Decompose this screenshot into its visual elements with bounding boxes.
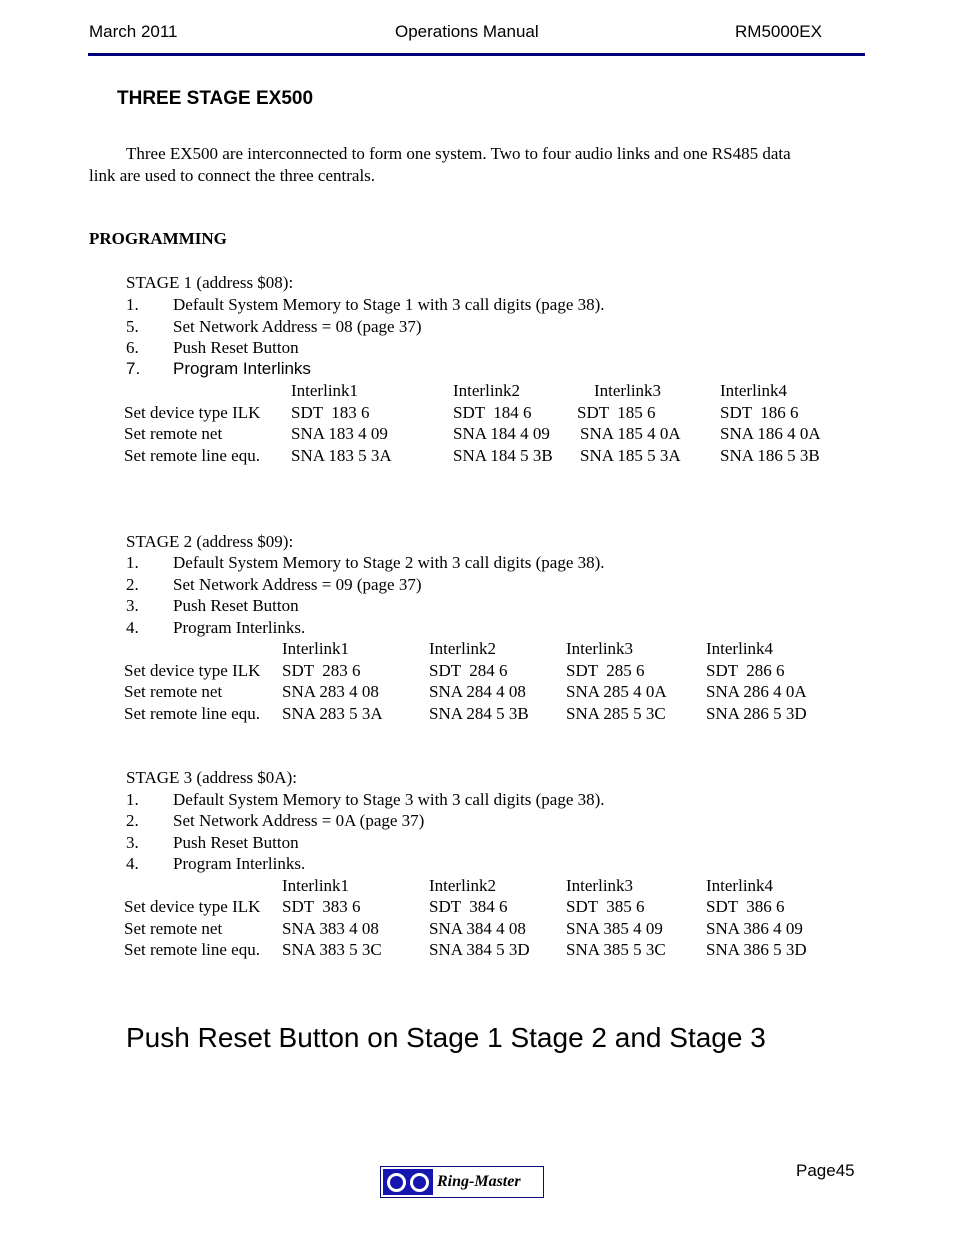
stage1-step-num: 5. xyxy=(126,317,139,336)
stage2-cell: SNA 283 4 08 xyxy=(282,682,379,701)
stage2-cell: SDT 285 6 xyxy=(566,661,645,680)
stage3-col-header: Interlink1 xyxy=(282,876,350,895)
stage2-step-num: 4. xyxy=(126,618,139,637)
stage1-col-header: Interlink1 xyxy=(291,381,359,400)
stage3-row-label: Set device type ILK xyxy=(124,897,261,916)
stage3-step-num: 1. xyxy=(126,790,139,809)
stage2-col-header: Interlink4 xyxy=(706,639,774,658)
stage2-title: STAGE 2 (address $09): xyxy=(126,532,294,551)
stage3-step-text: Default System Memory to Stage 3 with 3 call digits (page 38). xyxy=(173,790,605,809)
stage1-step-text: Program Interlinks xyxy=(173,359,311,378)
section-title: THREE STAGE EX500 xyxy=(117,88,314,109)
stage2-cell: SNA 285 4 0A xyxy=(566,682,667,701)
stage3-step-num: 2. xyxy=(126,811,139,830)
intro-line-1: Three EX500 are interconnected to form one system. Two to four audio links and one RS485 data xyxy=(126,144,791,163)
stage1-cell: SDT 183 6 xyxy=(291,403,370,422)
stage1-col-header: Interlink2 xyxy=(453,381,521,400)
stage3-cell: SNA 384 4 08 xyxy=(429,919,526,938)
logo-rings-icon xyxy=(383,1169,433,1195)
stage1-step-text: Set Network Address = 08 (page 37) xyxy=(173,317,422,336)
stage3-step-text: Set Network Address = 0A (page 37) xyxy=(173,811,425,830)
logo-text: Ring-Master xyxy=(437,1173,521,1190)
stage3-cell: SNA 383 5 3C xyxy=(282,940,382,959)
stage2-step-text: Default System Memory to Stage 2 with 3 call digits (page 38). xyxy=(173,553,605,572)
stage3-step-text: Push Reset Button xyxy=(173,833,299,852)
stage2-step-text: Push Reset Button xyxy=(173,596,299,615)
ring-master-logo xyxy=(380,1166,544,1198)
stage1-row-label: Set device type ILK xyxy=(124,403,261,422)
stage1-cell: SNA 185 4 0A xyxy=(580,424,681,443)
intro-line-2: link are used to connect the three centrals. xyxy=(89,165,376,185)
intro-paragraph xyxy=(89,143,865,186)
page-number: Page45 xyxy=(796,1161,855,1180)
stage1-cell: SNA 183 4 09 xyxy=(291,424,388,443)
stage3-col-header: Interlink3 xyxy=(566,876,634,895)
stage1-row-label: Set remote net xyxy=(124,424,223,443)
stage2-cell: SNA 284 4 08 xyxy=(429,682,526,701)
stage3-row-label: Set remote net xyxy=(124,919,223,938)
stage1-cell: SNA 186 5 3B xyxy=(720,446,820,465)
stage2-cell: SDT 284 6 xyxy=(429,661,508,680)
stage2-row-label: Set device type ILK xyxy=(124,661,261,680)
stage1-col-header: Interlink3 xyxy=(594,381,662,400)
stage2-cell: SNA 285 5 3C xyxy=(566,704,666,723)
stage3-cell: SDT 383 6 xyxy=(282,897,361,916)
stage2-cell: SNA 286 4 0A xyxy=(706,682,807,701)
stage1-step-num: 7. xyxy=(126,359,141,378)
stage2-cell: SNA 286 5 3D xyxy=(706,704,807,723)
stage3-cell: SNA 386 5 3D xyxy=(706,940,807,959)
stage1-cell: SDT 186 6 xyxy=(720,403,799,422)
stage3-step-num: 3. xyxy=(126,833,139,852)
stage2-row-label: Set remote net xyxy=(124,682,223,701)
programming-heading: PROGRAMMING xyxy=(89,229,227,248)
stage1-col-header: Interlink4 xyxy=(720,381,788,400)
stage3-cell: SDT 385 6 xyxy=(566,897,645,916)
stage1-row-label: Set remote line equ. xyxy=(124,446,260,465)
stage2-col-header: Interlink1 xyxy=(282,639,350,658)
stage2-step-text: Program Interlinks. xyxy=(173,618,306,637)
stage2-step-num: 2. xyxy=(126,575,139,594)
stage3-cell: SDT 384 6 xyxy=(429,897,508,916)
stage3-cell: SNA 386 4 09 xyxy=(706,919,803,938)
stage1-cell: SNA 185 5 3A xyxy=(580,446,681,465)
stage3-cell: SNA 383 4 08 xyxy=(282,919,379,938)
stage3-step-num: 4. xyxy=(126,854,139,873)
header-rule xyxy=(88,53,865,56)
stage2-col-header: Interlink3 xyxy=(566,639,634,658)
stage2-cell: SNA 284 5 3B xyxy=(429,704,529,723)
stage1-cell: SNA 184 4 09 xyxy=(453,424,550,443)
stage2-col-header: Interlink2 xyxy=(429,639,497,658)
stage1-cell: SNA 184 5 3B xyxy=(453,446,553,465)
stage1-step-text: Push Reset Button xyxy=(173,338,299,357)
stage3-col-header: Interlink4 xyxy=(706,876,774,895)
stage3-row-label: Set remote line equ. xyxy=(124,940,260,959)
stage2-step-text: Set Network Address = 09 (page 37) xyxy=(173,575,422,594)
stage2-cell: SNA 283 5 3A xyxy=(282,704,383,723)
header-date: March 2011 xyxy=(89,22,178,41)
stage1-cell: SNA 183 5 3A xyxy=(291,446,392,465)
stage3-cell: SDT 386 6 xyxy=(706,897,785,916)
stage3-step-text: Program Interlinks. xyxy=(173,854,306,873)
stage1-cell: SNA 186 4 0A xyxy=(720,424,821,443)
final-note: Push Reset Button on Stage 1 Stage 2 and Stage 3 xyxy=(126,1022,766,1053)
stage1-title: STAGE 1 (address $08): xyxy=(126,273,294,292)
stage3-col-header: Interlink2 xyxy=(429,876,497,895)
stage3-cell: SNA 385 4 09 xyxy=(566,919,663,938)
stage2-step-num: 1. xyxy=(126,553,139,572)
stage2-cell: SDT 283 6 xyxy=(282,661,361,680)
header-title: Operations Manual xyxy=(395,22,539,41)
header-model: RM5000EX xyxy=(735,22,822,41)
stage1-cell: SDT 184 6 xyxy=(453,403,532,422)
stage2-step-num: 3. xyxy=(126,596,139,615)
stage1-step-text: Default System Memory to Stage 1 with 3 call digits (page 38). xyxy=(173,295,605,314)
stage2-cell: SDT 286 6 xyxy=(706,661,785,680)
stage1-step-num: 6. xyxy=(126,338,139,357)
stage1-cell: SDT 185 6 xyxy=(577,403,656,422)
stage2-row-label: Set remote line equ. xyxy=(124,704,260,723)
stage1-step-num: 1. xyxy=(126,295,139,314)
stage3-title: STAGE 3 (address $0A): xyxy=(126,768,297,787)
stage3-cell: SNA 384 5 3D xyxy=(429,940,530,959)
stage3-cell: SNA 385 5 3C xyxy=(566,940,666,959)
